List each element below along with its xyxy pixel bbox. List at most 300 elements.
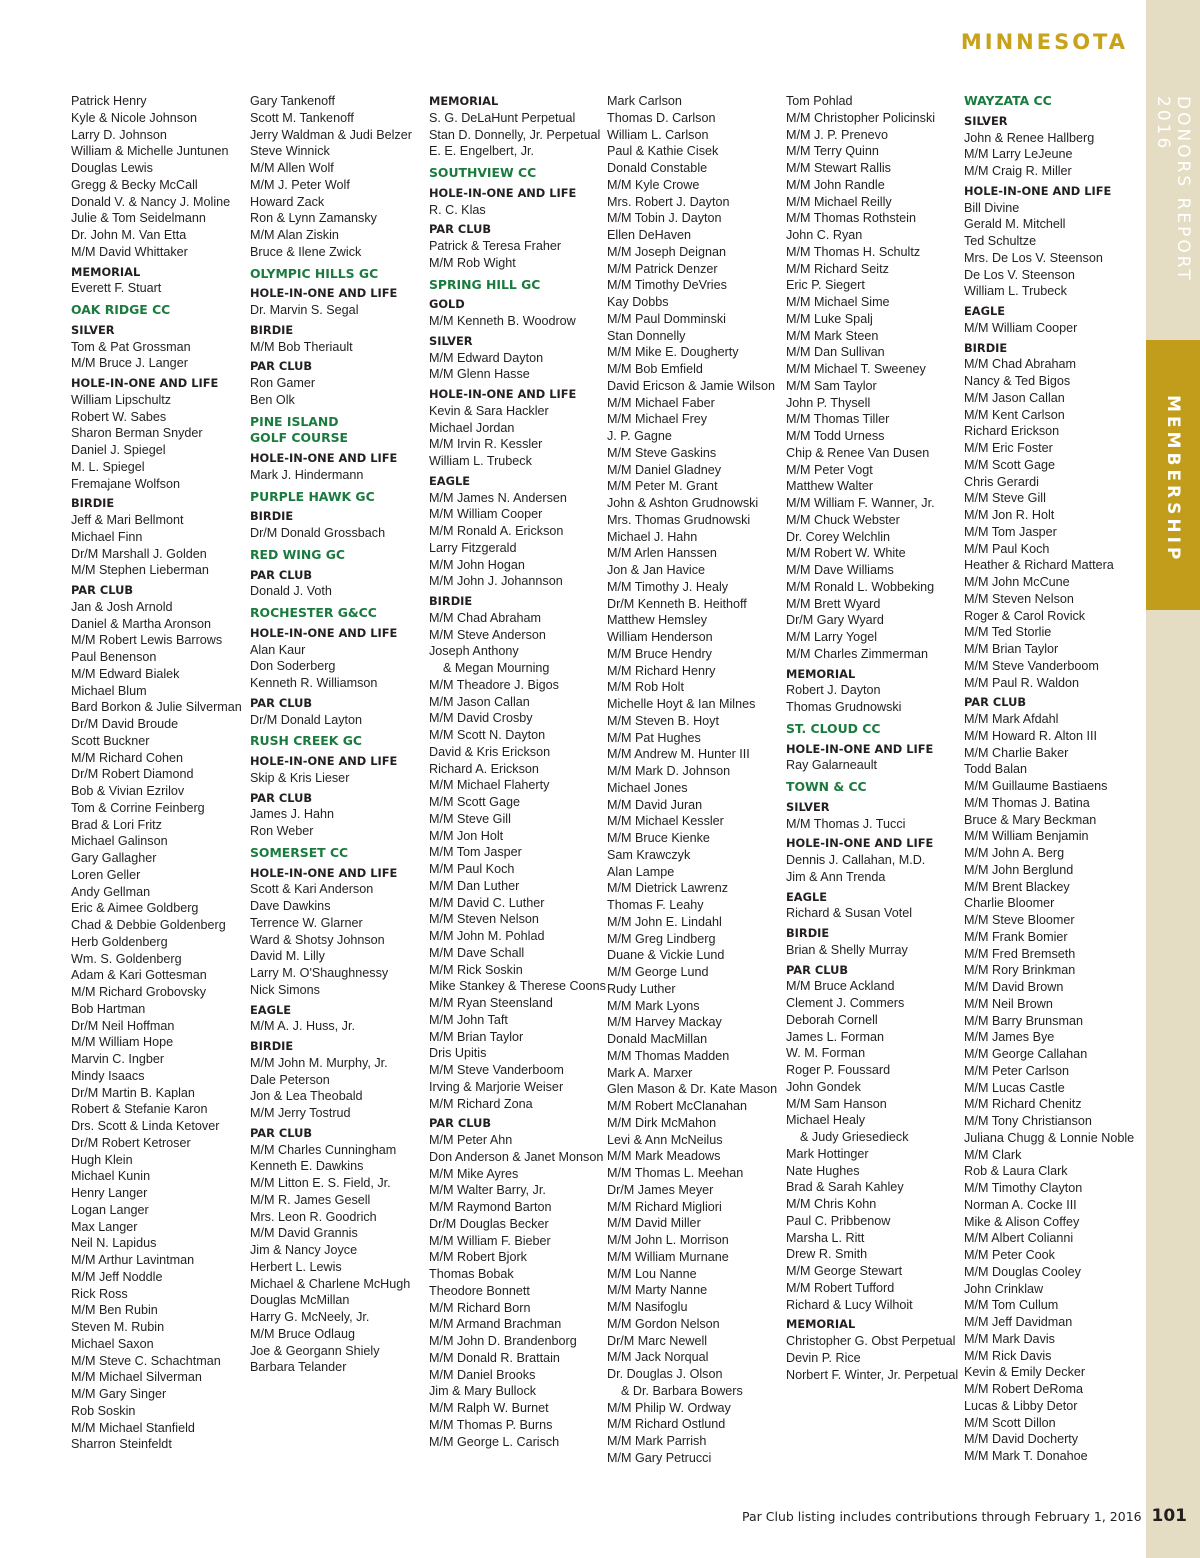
donor-name: M/M Ronald A. Erickson — [429, 524, 564, 538]
donor-name: Dr/M James Meyer — [607, 1182, 714, 1197]
giving-level-heading: GOLD — [429, 297, 465, 312]
donor-name: M/M John M. Pohlad — [429, 929, 545, 943]
donor-name: Duane & Vickie Lund — [607, 948, 725, 963]
state-title: MINNESOTA — [960, 30, 1128, 54]
giving-level-heading: PAR CLUB — [786, 962, 848, 977]
donor-name: Steve Winnick — [250, 144, 330, 159]
donor-name: Kenneth E. Dawkins — [250, 1159, 364, 1174]
donor-name: M/M Gordon Nelson — [607, 1316, 720, 1331]
donor-name: M/M Ronald L. Wobbeking — [786, 579, 935, 594]
donor-name: Brian & Shelly Murray — [786, 942, 908, 957]
donor-name: M/M Thomas H. Schultz — [786, 244, 921, 259]
donor-name: M/M Bob Emfield — [607, 362, 703, 376]
donor-name: Michael Saxon — [71, 1336, 154, 1351]
giving-level-heading: PAR CLUB — [250, 695, 312, 710]
donor-name: Eric P. Siegert — [786, 278, 865, 293]
donor-name: M/M Gary Petrucci — [607, 1450, 712, 1465]
donor-name: M/M Chad Abraham — [964, 357, 1076, 372]
donor-name: M/M Kent Carlson — [964, 407, 1065, 422]
donor-name: M/M Tony Christianson — [964, 1114, 1092, 1128]
donor-name: M/M Lucas Castle — [964, 1080, 1065, 1095]
donor-name: M/M Robert DeRoma — [964, 1382, 1083, 1396]
donor-name: Patrick Henry — [71, 94, 147, 108]
giving-level-heading: HOLE-IN-ONE AND LIFE — [964, 183, 1112, 198]
donor-name: M/M Glenn Hasse — [429, 367, 530, 382]
donor-name: Rob & Laura Clark — [964, 1164, 1068, 1179]
donor-name: M/M Michael Kessler — [607, 814, 724, 829]
giving-level-heading: SILVER — [964, 113, 1008, 128]
donor-name: M/M John L. Morrison — [607, 1233, 729, 1247]
donor-name: M/M John Berglund — [964, 862, 1074, 877]
donor-name: Donald J. Voth — [250, 584, 332, 599]
donor-name: M/M David Juran — [607, 797, 703, 812]
donor-name: M/M Harvey Mackay — [607, 1015, 722, 1030]
donor-name: J. P. Gagne — [607, 429, 672, 443]
donor-name: Dr/M Douglas Becker — [429, 1216, 549, 1231]
donor-name: M/M Richard Henry — [607, 663, 716, 678]
donor-name: Paul Benenson — [71, 650, 157, 664]
donor-name: Richard Erickson — [964, 424, 1060, 439]
donor-name: M/M Mark T. Donahoe — [964, 1449, 1088, 1463]
donor-name: M/M Mark Meadows — [607, 1149, 721, 1164]
donor-name: Theodore Bonnett — [429, 1283, 530, 1298]
donor-name: Ellen DeHaven — [607, 228, 692, 242]
giving-level-heading: PAR CLUB — [250, 359, 312, 374]
donor-name: M/M Michael Flaherty — [429, 778, 550, 793]
donor-name: Donald Constable — [607, 161, 708, 175]
donor-name: Mike Stankey & Therese Coons — [429, 979, 606, 994]
donor-name: M/M Joseph Deignan — [607, 244, 727, 259]
giving-level-heading: BIRDIE — [250, 509, 294, 524]
club-heading: SOUTHVIEW CC — [429, 165, 537, 180]
club-heading: RED WING GC — [250, 546, 345, 562]
donor-name: Bruce & Ilene Zwick — [250, 244, 362, 259]
donor-name: Mrs. De Los V. Steenson — [964, 250, 1103, 265]
giving-level-heading: PAR CLUB — [429, 1116, 491, 1131]
giving-level-heading: PAR CLUB — [429, 222, 491, 237]
donor-name: M/M Albert Colianni — [964, 1231, 1074, 1246]
club-heading: OLYMPIC HILLS GC — [250, 265, 379, 281]
donor-name: Robert W. Sabes — [71, 409, 167, 424]
donor-name: Dr. John M. Van Etta — [71, 228, 187, 242]
donor-name: M/M Bruce Ackland — [786, 979, 895, 994]
donor-name: Devin P. Rice — [786, 1350, 861, 1365]
donor-name: M/M Bob Theriault — [250, 339, 353, 354]
donor-name: M/M Richard Grobovsky — [71, 985, 207, 999]
donor-name: M/M Todd Urness — [786, 429, 885, 443]
donor-name: Terrence W. Glarner — [250, 915, 363, 930]
donor-name: M/M Mark Afdahl — [964, 712, 1059, 726]
donor-name: M/M Bruce Kienke — [607, 831, 710, 845]
donor-name: M/M A. J. Huss, Jr. — [250, 1019, 355, 1034]
donor-name: Donald MacMillan — [607, 1032, 708, 1046]
donor-name: Dr. Douglas J. Olson — [607, 1367, 723, 1381]
donor-name: Drs. Scott & Linda Ketover — [71, 1119, 220, 1133]
donor-name: M/M Michael Reilly — [786, 194, 892, 209]
donor-name: M/M Richard Born — [429, 1300, 531, 1315]
donor-name: M/M Steven Nelson — [429, 912, 539, 927]
club-heading: SPRING HILL GC — [429, 276, 541, 292]
donor-name: M/M Daniel Gladney — [607, 462, 722, 477]
giving-level-heading: SILVER — [429, 333, 473, 348]
donor-name: M/M Luke Spalj — [786, 311, 873, 326]
donor-name: M/M Theadore J. Bigos — [429, 677, 559, 692]
donor-name: M/M Brian Taylor — [964, 642, 1059, 656]
donor-name: Chip & Renee Van Dusen — [786, 445, 930, 460]
donor-name: Dennis J. Callahan, M.D. — [786, 853, 926, 867]
donor-name: M/M Patrick Denzer — [607, 261, 718, 276]
donor-name: M/M Bruce J. Langer — [71, 356, 188, 371]
donor-name: M/M George Lund — [607, 965, 709, 979]
donor-name: M/M Ted Storlie — [964, 625, 1052, 640]
giving-level-heading: PAR CLUB — [250, 790, 312, 805]
donor-name: Bruce & Mary Beckman — [964, 812, 1097, 827]
donor-name: M/M Charlie Baker — [964, 745, 1069, 760]
donor-name: Thomas D. Carlson — [607, 110, 716, 125]
giving-level-heading: BIRDIE — [964, 340, 1008, 355]
donor-name: M/M David Whittaker — [71, 244, 188, 259]
donor-name: M/M Steve Gill — [964, 491, 1046, 506]
footer-note: Par Club listing includes contributions through February 1, 2016 — [742, 1509, 1142, 1524]
donor-name: M/M Gary Singer — [71, 1387, 167, 1401]
club-heading: GOLF COURSE — [250, 430, 348, 446]
donor-name: John Gondek — [786, 1079, 861, 1094]
donor-name: Rick Ross — [71, 1286, 128, 1301]
donor-name: M/M Stephen Lieberman — [71, 563, 209, 578]
donor-name: Kevin & Emily Decker — [964, 1365, 1086, 1380]
donor-name: M/M Philip W. Ordway — [607, 1400, 731, 1415]
donor-name: Dr/M Donald Grossbach — [250, 526, 386, 540]
giving-level-heading: BIRDIE — [429, 594, 473, 608]
donor-name: M/M Donald R. Brattain — [429, 1350, 560, 1365]
donor-name: M/M Michael Faber — [607, 395, 715, 410]
donor-name: Richard & Lucy Wilhoit — [786, 1297, 913, 1312]
donor-name: M/M Clark — [964, 1147, 1022, 1162]
donor-name: R. C. Klas — [429, 202, 486, 217]
donor-name: M/M Sam Hanson — [786, 1096, 887, 1111]
donor-name: Charlie Bloomer — [964, 896, 1055, 911]
donor-name: Jim & Mary Bullock — [429, 1384, 537, 1399]
donor-name: Mark A. Marxer — [607, 1065, 693, 1080]
donor-name: Dr/M Marshall J. Golden — [71, 546, 207, 561]
donor-name: M/M Robert Lewis Barrows — [71, 633, 223, 648]
donor-name: M/M William F. Bieber — [429, 1233, 551, 1248]
donor-name: Mindy Isaacs — [71, 1068, 145, 1083]
donor-name: Douglas Lewis — [71, 161, 153, 175]
giving-level-heading: PAR CLUB — [250, 1125, 312, 1140]
donor-name: M/M Michael Frey — [607, 412, 708, 427]
report-label: DONORS REPORT 2016 — [1153, 96, 1193, 283]
donor-name: M/M Timothy J. Healy — [607, 579, 729, 594]
donor-name: M/M Mark Parrish — [607, 1434, 707, 1448]
donor-name: M/M Rory Brinkman — [964, 963, 1076, 978]
donor-name: Irving & Marjorie Weiser — [429, 1079, 564, 1094]
donor-name: Nick Simons — [250, 982, 320, 997]
donor-name: Don Anderson & Janet Monson — [429, 1149, 604, 1164]
donor-name: Ted Schultze — [964, 234, 1037, 248]
donor-name: John C. Ryan — [786, 228, 863, 242]
donor-name: M/M Rob Holt — [607, 680, 684, 695]
donor-name: M/M Thomas J. Batina — [964, 795, 1090, 810]
donor-name: M/M Brent Blackey — [964, 879, 1070, 894]
donor-name: Christopher G. Obst Perpetual — [786, 1334, 956, 1348]
donor-name: M/M Dan Sullivan — [786, 345, 885, 360]
donor-name: Harry G. McNeely, Jr. — [250, 1310, 370, 1324]
donor-name: Stan D. Donnelly, Jr. Perpetual — [429, 127, 601, 142]
donor-name: M/M J. P. Prenevo — [786, 127, 888, 142]
donor-name: M/M Dave Williams — [786, 563, 894, 577]
donor-name: Brad & Lori Fritz — [71, 817, 162, 832]
donor-name: M/M Jason Callan — [964, 390, 1065, 405]
donor-name: M/M Richard Seitz — [786, 261, 889, 276]
donor-name: M/M David Miller — [607, 1216, 701, 1231]
donor-name: M/M Dietrick Lawrenz — [607, 881, 729, 896]
donor-name: M/M George Callahan — [964, 1047, 1088, 1061]
donor-name: M/M Scott Dillon — [964, 1415, 1056, 1430]
donor-name: Sharron Steinfeldt — [71, 1437, 172, 1452]
donor-name: M. L. Spiegel — [71, 459, 145, 474]
donor-name: M/M John E. Lindahl — [607, 914, 722, 929]
donor-name: M/M William Cooper — [429, 507, 543, 522]
giving-level-heading: BIRDIE — [250, 322, 294, 337]
donor-name: Jim & Ann Trenda — [786, 869, 886, 884]
club-heading: WAYZATA CC — [964, 93, 1052, 108]
donor-name: M/M Jack Norqual — [607, 1350, 709, 1365]
donor-name: Douglas McMillan — [250, 1293, 350, 1308]
donor-name: Drew R. Smith — [786, 1247, 868, 1262]
donor-name: Michael Blum — [71, 683, 147, 698]
donor-name: M/M Jerry Tostrud — [250, 1106, 351, 1120]
donor-name: M/M Mike E. Dougherty — [607, 345, 739, 360]
donor-name: Bill Divine — [964, 200, 1020, 215]
donor-name: Chad & Debbie Goldenberg — [71, 918, 226, 932]
donor-name: M/M Steve Gill — [429, 811, 511, 826]
donor-name: M/M James N. Andersen — [429, 490, 567, 505]
donor-name: Richard A. Erickson — [429, 761, 539, 776]
donor-name: Juliana Chugg & Lonnie Noble — [964, 1130, 1135, 1145]
donor-name: Henry Langer — [71, 1186, 148, 1200]
donor-name: William Henderson — [607, 630, 713, 644]
donor-name: Herb Goldenberg — [71, 934, 168, 949]
donor-name: Mark Carlson — [607, 94, 682, 108]
donor-name: Adam & Kari Gottesman — [71, 968, 207, 983]
donor-name: Thomas F. Leahy — [607, 898, 704, 912]
donor-name: Dr/M Donald Layton — [250, 712, 362, 727]
donor-name: Jeff & Mari Bellmont — [71, 513, 184, 527]
donor-name: M/M John McCune — [964, 575, 1070, 589]
donor-name: M/M Richard Cohen — [71, 750, 183, 765]
donor-name: M/M William Hope — [71, 1035, 174, 1050]
donor-name: M/M Paul Domminski — [607, 311, 726, 326]
report-label-panel — [1146, 0, 1200, 340]
donor-name: Hugh Klein — [71, 1152, 133, 1167]
club-heading: OAK RIDGE CC — [71, 302, 171, 317]
donor-name: William L. Trubeck — [429, 454, 532, 468]
donor-name: Norman A. Cocke III — [964, 1197, 1077, 1212]
giving-level-heading: HOLE-IN-ONE AND LIFE — [786, 836, 934, 851]
donor-name: M/M Robert W. White — [786, 546, 906, 561]
giving-level-heading: HOLE-IN-ONE AND LIFE — [786, 741, 934, 756]
donor-name: Jerry Waldman & Judi Belzer — [250, 127, 412, 142]
donor-name: Gary Gallagher — [71, 851, 157, 865]
donor-name: John Crinklaw — [964, 1281, 1044, 1296]
donor-name: Mike & Alison Coffey — [964, 1214, 1080, 1229]
donor-name: Roger P. Foussard — [786, 1063, 891, 1077]
donor-name: M/M Sam Taylor — [786, 378, 877, 393]
donor-name: Larry Fitzgerald — [429, 540, 517, 555]
donor-name: M/M John Taft — [429, 1012, 508, 1027]
donor-column-4 — [607, 93, 783, 1467]
donor-name: M/M James Bye — [964, 1030, 1055, 1045]
donor-name: Kyle & Nicole Johnson — [71, 110, 198, 125]
club-heading: RUSH CREEK GC — [250, 733, 362, 749]
donor-name: M/M Bruce Hendry — [607, 646, 712, 661]
donor-name: M/M Neil Brown — [964, 996, 1053, 1011]
donor-name: M/M Tom Jasper — [429, 845, 522, 860]
donor-name: Skip & Kris Lieser — [250, 770, 350, 785]
donor-name: M/M John Randle — [786, 177, 885, 192]
club-heading: PINE ISLAND — [250, 413, 339, 429]
donor-name: Clement J. Commers — [786, 996, 905, 1010]
donor-name: Everett F. Stuart — [71, 281, 162, 296]
donor-name: Paul & Kathie Cisek — [607, 144, 719, 159]
donor-name: Dr/M Gary Wyard — [786, 613, 884, 628]
donor-name: Jan & Josh Arnold — [71, 599, 173, 614]
donor-name: William L. Trubeck — [964, 284, 1067, 299]
donor-name: M/M Steven Nelson — [964, 591, 1074, 606]
donor-name: M/M Edward Dayton — [429, 350, 544, 365]
donor-name: James J. Hahn — [250, 807, 334, 822]
donor-name: M/M David Docherty — [964, 1432, 1079, 1447]
donor-name: M/M Richard Ostlund — [607, 1417, 726, 1432]
donor-name: M/M Mark D. Johnson — [607, 764, 731, 778]
donor-name: M/M Chuck Webster — [786, 512, 900, 527]
donor-name: M/M Steve C. Schachtman — [71, 1353, 221, 1368]
club-heading: PURPLE HAWK GC — [250, 488, 375, 504]
donor-column-2 — [250, 93, 426, 1376]
giving-level-heading: HOLE-IN-ONE AND LIFE — [250, 286, 398, 301]
donor-name: M/M William Cooper — [964, 320, 1078, 335]
donor-name: M/M David C. Luther — [429, 895, 545, 910]
donor-name: M/M Douglas Cooley — [964, 1264, 1081, 1279]
donor-name: Matthew Hemsley — [607, 613, 708, 628]
donor-name: Mark J. Hindermann — [250, 467, 364, 482]
donor-name: Brad & Sarah Kahley — [786, 1180, 904, 1195]
donor-name: Barbara Telander — [250, 1360, 347, 1375]
donor-name: Scott Buckner — [71, 733, 150, 748]
giving-level-heading: HOLE-IN-ONE AND LIFE — [429, 185, 577, 200]
donor-name: M/M Jon Holt — [429, 828, 504, 843]
donor-name: M/M Tom Jasper — [964, 524, 1057, 539]
donor-name: Levi & Ann McNeilus — [607, 1132, 723, 1147]
donor-name: M/M Daniel Brooks — [429, 1367, 536, 1382]
donor-name: Loren Geller — [71, 867, 141, 882]
donor-name: Scott & Kari Anderson — [250, 882, 374, 897]
donor-name: M/M J. Peter Wolf — [250, 177, 350, 192]
donor-name: M/M Arthur Lavintman — [71, 1253, 195, 1267]
donor-name: M/M Raymond Barton — [429, 1200, 552, 1214]
donor-name: Nate Hughes — [786, 1163, 860, 1178]
donor-name: Tom & Pat Grossman — [71, 339, 191, 354]
donor-name: M/M Mark Davis — [964, 1331, 1055, 1346]
donor-name: M/M Alan Ziskin — [250, 228, 339, 242]
donor-name: Marvin C. Ingber — [71, 1052, 165, 1066]
donor-name: Dr/M Robert Diamond — [71, 767, 194, 782]
donor-name: M/M Rick Soskin — [429, 962, 523, 977]
donor-name: Don Soderberg — [250, 659, 336, 674]
donor-name: Tom & Corrine Feinberg — [71, 800, 205, 815]
donor-name: Ron & Lynn Zamansky — [250, 211, 377, 226]
donor-name: De Los V. Steenson — [964, 267, 1075, 282]
donor-column-3 — [429, 93, 605, 1450]
donor-name: M/M Lou Nanne — [607, 1266, 697, 1281]
giving-level-heading: HOLE-IN-ONE AND LIFE — [250, 865, 398, 880]
donor-name: M/M Terry Quinn — [786, 144, 879, 159]
donor-name: Dave Dawkins — [250, 899, 331, 913]
donor-column-5 — [786, 93, 962, 1383]
donor-name: M/M Charles Cunningham — [250, 1142, 397, 1157]
donor-name: Gerald M. Mitchell — [964, 217, 1066, 232]
donor-name: Michael Galinson — [71, 834, 168, 849]
donor-name: M/M Barry Brunsman — [964, 1013, 1083, 1028]
giving-level-heading: SILVER — [786, 799, 830, 814]
donor-name: M/M Scott N. Dayton — [429, 728, 546, 742]
donor-name: M/M Dirk McMahon — [607, 1115, 717, 1130]
donor-name: M/M John Hogan — [429, 557, 525, 572]
donor-name: Michael Jordan — [429, 420, 515, 435]
donor-name: M/M David Brown — [964, 980, 1064, 994]
donor-name: M/M Michael Stanfield — [71, 1420, 195, 1435]
donor-name: M/M Michael Sime — [786, 295, 890, 309]
donor-name: M/M Peter Cook — [964, 1248, 1055, 1262]
donor-name: M/M Steve Gaskins — [607, 445, 717, 460]
donor-name: John & Ashton Grudnowski — [607, 496, 759, 510]
donor-name: Roger & Carol Rovick — [964, 608, 1086, 623]
donor-name: Scott M. Tankenoff — [250, 110, 354, 125]
donor-name: Sam Krawczyk — [607, 847, 691, 862]
donor-name: M/M Chad Abraham — [429, 610, 541, 625]
club-heading: SOMERSET CC — [250, 844, 349, 860]
donor-name: Matthew Walter — [786, 479, 874, 494]
donor-name: M/M Steve Bloomer — [964, 913, 1075, 927]
donor-name: Donald V. & Nancy J. Moline — [71, 194, 231, 209]
donor-name: Dr/M Martin B. Kaplan — [71, 1085, 195, 1100]
donor-name: M/M William Benjamin — [964, 829, 1089, 844]
donor-name: Dris Upitis — [429, 1046, 487, 1061]
donor-name: M/M John M. Murphy, Jr. — [250, 1055, 388, 1070]
giving-level-heading: HOLE-IN-ONE AND LIFE — [250, 625, 398, 640]
donor-name: Kay Dobbs — [607, 295, 669, 309]
donor-name: M/M Thomas Madden — [607, 1048, 730, 1063]
donor-name: M/M Peter Ahn — [429, 1133, 513, 1147]
donor-name: M/M Allen Wolf — [250, 161, 334, 175]
donor-name: M/M Stewart Rallis — [786, 161, 891, 175]
donor-name: Dr. Marvin S. Segal — [250, 303, 359, 317]
donor-name: Robert & Stefanie Karon — [71, 1102, 208, 1117]
donor-name: M/M Rob Wight — [429, 255, 516, 270]
donor-name: Stan Donnelly — [607, 328, 686, 343]
donor-name: M/M Nasifoglu — [607, 1300, 688, 1314]
donor-name: M/M Peter Vogt — [786, 462, 873, 477]
donor-name: Deborah Cornell — [786, 1012, 878, 1027]
donor-name: Ben Olk — [250, 392, 295, 407]
donor-name: M/M Walter Barry, Jr. — [429, 1183, 546, 1198]
donor-name: W. M. Forman — [786, 1046, 866, 1061]
donor-name: M/M Thomas J. Tucci — [786, 816, 906, 831]
donor-name: M/M Edward Bialek — [71, 666, 180, 681]
donor-name: Thomas Grudnowski — [786, 700, 902, 714]
donor-name: M/M Fred Bremseth — [964, 946, 1076, 961]
